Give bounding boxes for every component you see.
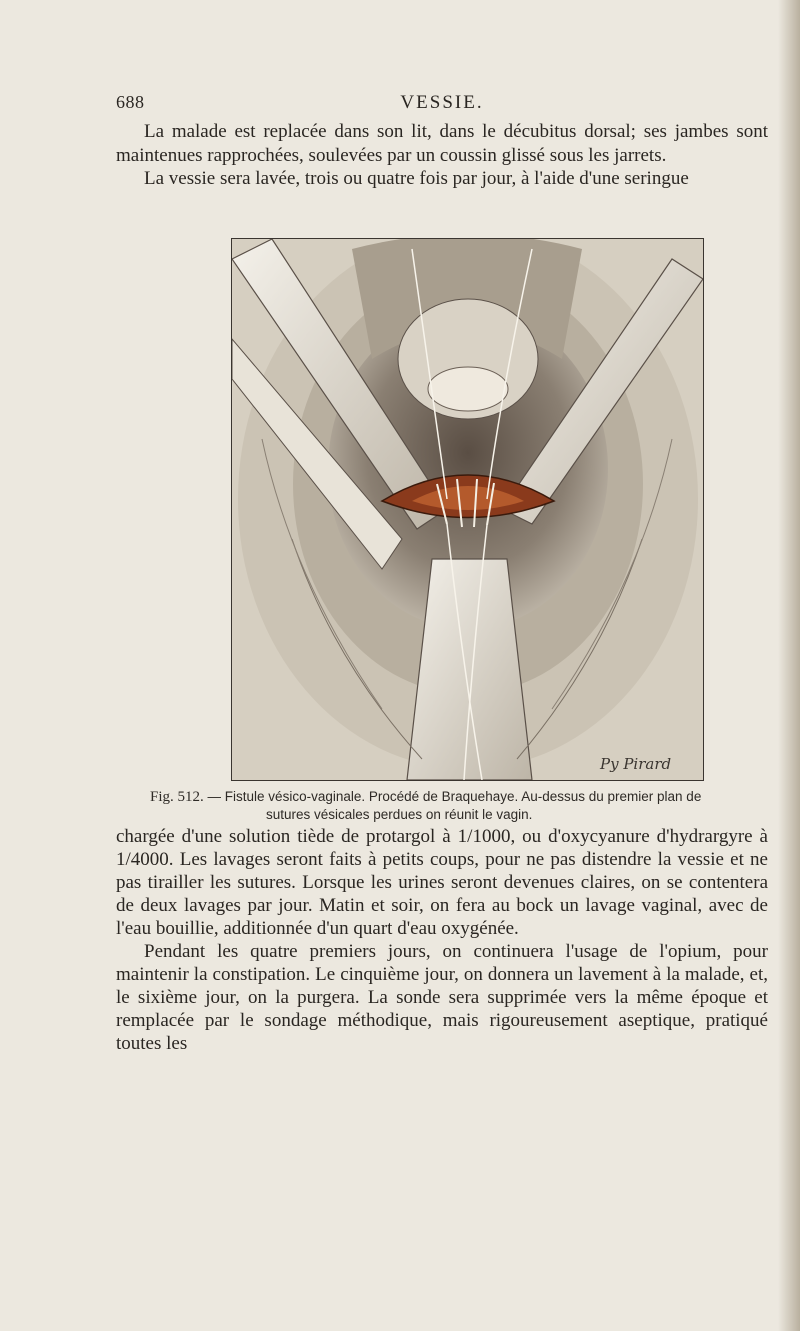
caption-line-2: sutures vésicales perdues on réunit le vagin. xyxy=(266,807,533,822)
paragraph: Pendant les quatre premiers jours, on continuera l'usage de l'opium, pour maintenir la constipation. Le cinquième jour, on donnera un lavement à la malade, et, le sixième jour, on la purgera. La sonde sera supprimée vers la même époque et remplacée par le sondage méthodique, mais rigoureusement aseptique, pratiqué toutes les xyxy=(116,941,768,1054)
text-block-top xyxy=(116,120,768,191)
illustration-drawing xyxy=(232,239,703,780)
caption-line-1: Fistule vésico-vaginale. Procédé de Braquehaye. Au-dessus du premier plan de xyxy=(224,789,702,804)
page-edge-shadow xyxy=(778,0,800,1331)
page-number: 688 xyxy=(116,92,145,112)
paragraph: chargée d'une solution tiède de protargol à 1/1000, ou d'oxycyanure d'hydrargyre à 1/4000. Les lavages seront faits à petits coups, pour ne pas distendre la vessie et ne pas tirailler les sutures. Lorsque les urines seront devenues claires, on se contentera de deux lavages par jour. Matin et soir, on fera au bock un lavage vaginal, avec de l'eau bouillie, additionnée d'un quart d'eau oxygénée. xyxy=(116,826,768,939)
figure-caption xyxy=(150,788,770,824)
paragraph: La malade est replacée dans son lit, dans le décubitus dorsal; ses jambes sont maintenues rapprochées, soulevées par un coussin glissé sous les jarrets. xyxy=(116,121,768,166)
artist-signature: Py Pirard xyxy=(600,755,672,773)
text-block-bottom xyxy=(116,825,768,1055)
surgical-illustration xyxy=(231,238,704,781)
caption-dash: — xyxy=(207,789,222,804)
page-header xyxy=(116,92,768,116)
paragraph: La vessie sera lavée, trois ou quatre fois par jour, à l'aide d'une seringue xyxy=(144,168,689,189)
running-title: VESSIE. xyxy=(400,92,484,113)
caption-label: Fig. 512. xyxy=(150,789,204,805)
